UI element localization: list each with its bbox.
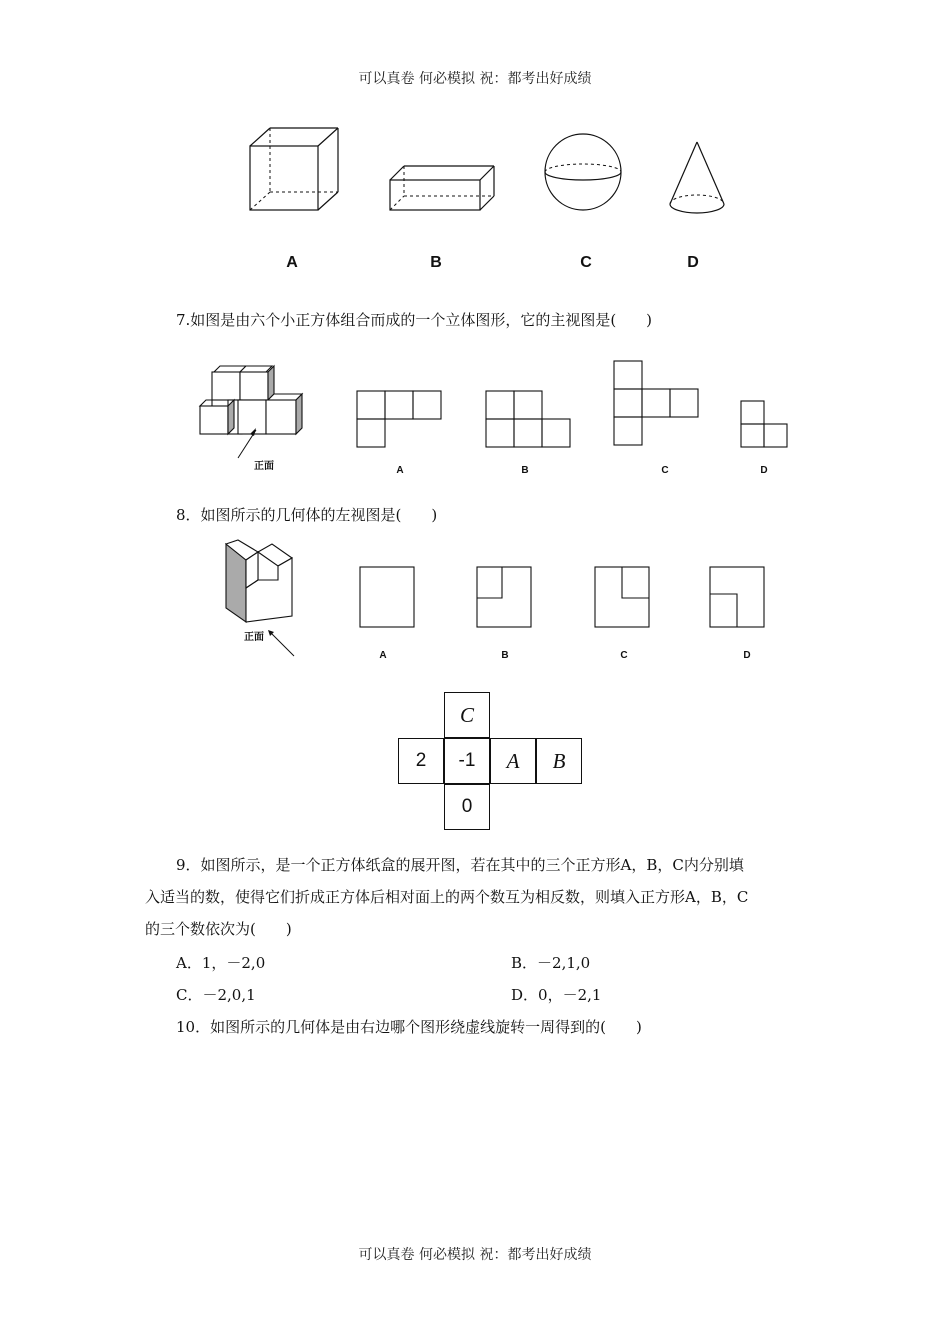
page-header: 可以真卷 何必模拟 祝：都考出好成绩 <box>358 71 592 87</box>
q7-option-d-view <box>740 400 790 450</box>
q8-stem: 8．如图所示的几何体的左视图是( ) <box>176 506 438 524</box>
q8-figure-solid <box>222 540 322 660</box>
q9-option-c: C．－2,0,1 <box>176 986 256 1004</box>
net-cell-center: -1 <box>444 738 490 784</box>
net-cell-left: 2 <box>398 738 444 784</box>
q8-option-b-view <box>476 566 534 630</box>
q9-line-3: 的三个数依次为( ) <box>145 920 292 938</box>
q7-option-d: D <box>760 465 768 476</box>
q7-option-c: C <box>661 465 669 476</box>
q7-stem: 7.如图是由六个小正方体组合而成的一个立体图形，它的主视图是( ) <box>176 311 653 329</box>
q7-option-b-view <box>485 390 573 448</box>
q7-option-c-view <box>613 360 701 448</box>
q8-option-a-view <box>359 566 417 630</box>
q7-front-label: 正面 <box>254 461 274 472</box>
q7-option-a-view <box>356 390 444 448</box>
q7-option-b: B <box>521 465 529 476</box>
q7-figure-solid <box>198 362 310 466</box>
q8-option-d: D <box>743 650 751 661</box>
q8-option-c: C <box>620 650 628 661</box>
q8-option-c-view <box>594 566 652 630</box>
q8-option-a: A <box>379 650 387 661</box>
page-footer: 可以真卷 何必模拟 祝：都考出好成绩 <box>358 1247 592 1263</box>
q6-option-b: B <box>430 254 442 271</box>
q9-line-1: 9．如图所示，是一个正方体纸盒的展开图，若在其中的三个正方形A，B，C内分别填 <box>176 856 744 874</box>
q6-option-a: A <box>286 254 298 271</box>
q6-figure-cone <box>668 140 728 218</box>
net-cell-bottom: 0 <box>444 784 490 830</box>
net-cell-right2: B <box>536 738 582 784</box>
q7-option-a: A <box>396 465 404 476</box>
q6-figure-sphere <box>543 132 625 212</box>
q10-stem: 10．如图所示的几何体是由右边哪个图形绕虚线旋转一周得到的( ) <box>176 1018 642 1036</box>
q6-option-d: D <box>687 254 699 271</box>
net-cell-right1: A <box>490 738 536 784</box>
q8-option-b: B <box>501 650 509 661</box>
q9-option-a: A．1，－2,0 <box>176 954 266 972</box>
q6-figure-cube <box>248 126 340 212</box>
q6-figure-cuboid <box>388 164 496 212</box>
q9-line-2: 入适当的数，使得它们折成正方体后相对面上的两个数互为相反数，则填入正方形A，B，C <box>145 888 749 906</box>
q8-front-label: 正面 <box>244 632 264 643</box>
q8-option-d-view <box>709 566 767 630</box>
q6-option-c: C <box>580 254 592 271</box>
q9-option-b: B．－2,1,0 <box>511 954 591 972</box>
net-cell-top: C <box>444 692 490 738</box>
q9-option-d: D．0，－2,1 <box>511 986 602 1004</box>
